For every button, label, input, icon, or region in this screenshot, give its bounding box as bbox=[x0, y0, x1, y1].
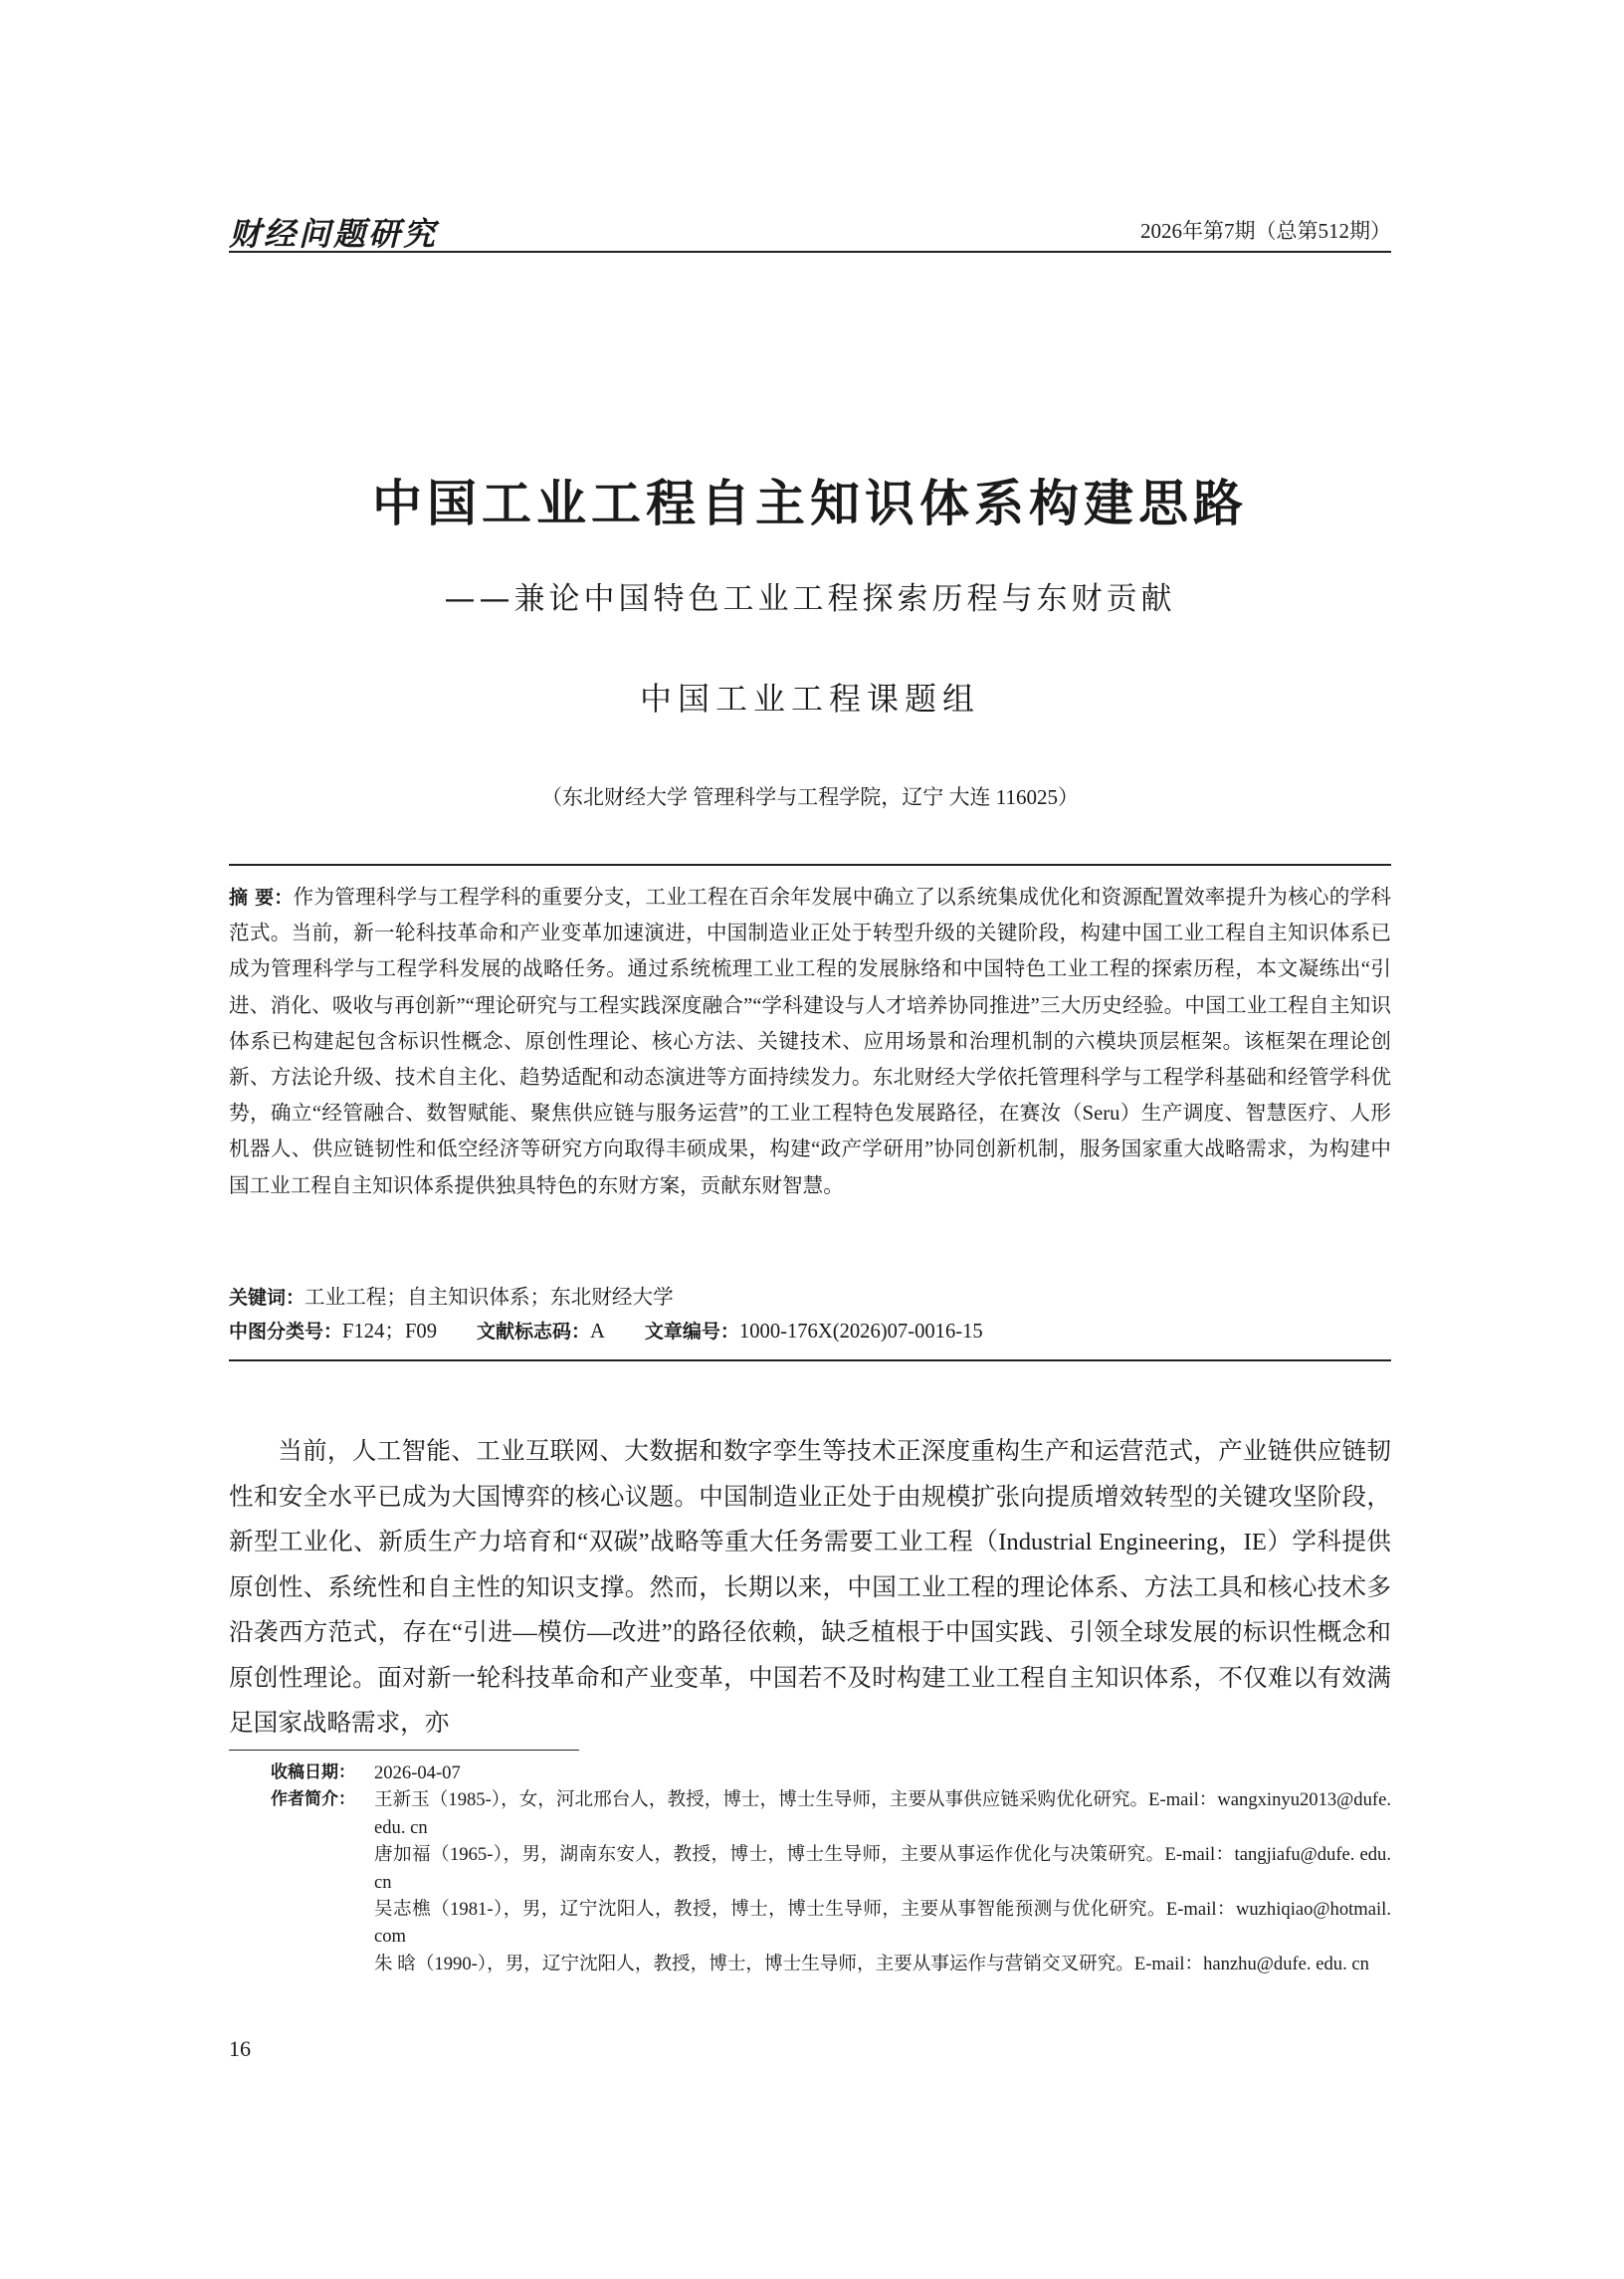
footnotes bbox=[271, 1760, 1391, 1977]
doc-code-value: A bbox=[590, 1321, 605, 1343]
abstract-section bbox=[229, 864, 1391, 1361]
classification-line bbox=[229, 1316, 983, 1347]
abstract bbox=[229, 880, 1391, 1204]
author-bios bbox=[271, 1786, 1391, 1977]
received-date bbox=[271, 1760, 1391, 1786]
journal-logo: 财经问题研究 bbox=[229, 215, 439, 253]
page-number: 16 bbox=[229, 2036, 251, 2061]
clc-label: 中图分类号： bbox=[229, 1321, 343, 1343]
author-bio: 唐加福（1965-），男，湖南东安人，教授，博士，博士生导师，主要从事运作优化与决策研究。E-mail：tangjiafu@dufe. edu. cn bbox=[374, 1844, 1391, 1893]
author-affiliation: （东北财经大学 管理科学与工程学院，辽宁 大连 116025） bbox=[541, 785, 1079, 809]
received-value: 2026-04-07 bbox=[374, 1762, 461, 1783]
keywords-label: 关键词： bbox=[229, 1287, 305, 1309]
author-bio: 吴志樵（1981-），男，辽宁沈阳人，教授，博士，博士生导师，主要从事智能预测与优化研究。E-mail：wuzhiqiao@hotmail. com bbox=[374, 1899, 1391, 1948]
clc-value: F124；F09 bbox=[342, 1321, 438, 1343]
author-bio: 王新玉（1985-），女，河北邢台人，教授，博士，博士生导师，主要从事供应链采购优化研究。E-mail：wangxinyu2013@dufe. edu. cn bbox=[374, 1789, 1391, 1838]
author-bio: 朱 晗（1990-），男，辽宁沈阳人，教授，博士，博士生导师，主要从事运作与营销交叉研究。E-mail：hanzhu@dufe. edu. cn bbox=[374, 1953, 1369, 1974]
body-paragraph: 当前，人工智能、工业互联网、大数据和数字孪生等技术正深度重构生产和运营范式，产业链供应链韧性和安全水平已成为大国博弈的核心议题。中国制造业正处于由规模扩张向提质增效转型的关键攻坚阶段，新型工业化、新质生产力培育和“双碳”战略等重大任务需要工业工程（Industrial Engineering，IE）学科提供原创性、系统性和自主性的知识支撑。然而，长期以来，中国工业工程的理论体系、方法工具和核心技术多沿袭西方范式，存在“引进—模仿—改进”的路径依赖，缺乏植根于中国实践、引领全球发展的标识性概念和原创性理论。面对新一轮科技革命和产业变革，中国若不及时构建工业工程自主知识体系，不仅难以有效满足国家战略需求，亦 bbox=[229, 1438, 1391, 1737]
page-header bbox=[229, 209, 1391, 253]
keywords-line bbox=[229, 1282, 674, 1314]
doc-code-label: 文献标志码： bbox=[477, 1321, 591, 1343]
article-no-value: 1000-176X(2026)07-0016-15 bbox=[738, 1321, 983, 1343]
article-subtitle: ——兼论中国特色工业工程探索历程与东财贡献 bbox=[444, 581, 1176, 617]
received-label: 收稿日期： bbox=[271, 1762, 355, 1782]
bio-list bbox=[374, 1786, 1391, 1977]
abstract-label: 摘 要： bbox=[229, 887, 294, 909]
issue-info: 2026年第7期（总第512期） bbox=[1140, 219, 1391, 243]
article-title: 中国工业工程自主知识体系构建思路 bbox=[372, 475, 1248, 532]
article-author: 中国工业工程课题组 bbox=[639, 680, 980, 718]
article-no-label: 文章编号： bbox=[644, 1321, 739, 1343]
bio-label: 作者简介： bbox=[271, 1789, 355, 1810]
abstract-text: 作为管理科学与工程学科的重要分支，工业工程在百余年发展中确立了以系统集成优化和资源配置效率提升为核心的学科范式。当前，新一轮科技革命和产业变革加速演进，中国制造业正处于转型升级的关键阶段，构建中国工业工程自主知识体系已成为管理科学与工程学科发展的战略任务。通过系统梳理工业工程的发展脉络和中国特色工业工程的探索历程，本文凝练出“引进、消化、吸收与再创新”“理论研究与工程实践深度融合”“学科建设与人才培养协同推进”三大历史经验。中国工业工程自主知识体系已构建起包含标识性概念、原创性理论、核心方法、关键技术、应用场景和治理机制的六模块顶层框架。该框架在理论创新、方法论升级、技术自主化、趋势适配和动态演进等方面持续发力。东北财经大学依托管理科学与工程学科基础和经管学科优势，确立“经管融合、数智赋能、聚焦供应链与服务运营”的工业工程特色发展路径，在赛汝（Seru）生产调度、智慧医疗、人形机器人、供应链韧性和低空经济等研究方向取得丰硕成果，构建“政产学研用”协同创新机制，服务国家重大战略需求，为构建中国工业工程自主知识体系提供独具特色的东财方案，贡献东财智慧。 bbox=[229, 887, 1391, 1197]
footnote-divider bbox=[229, 1750, 579, 1751]
keywords: 工业工程；自主知识体系；东北财经大学 bbox=[304, 1287, 674, 1309]
